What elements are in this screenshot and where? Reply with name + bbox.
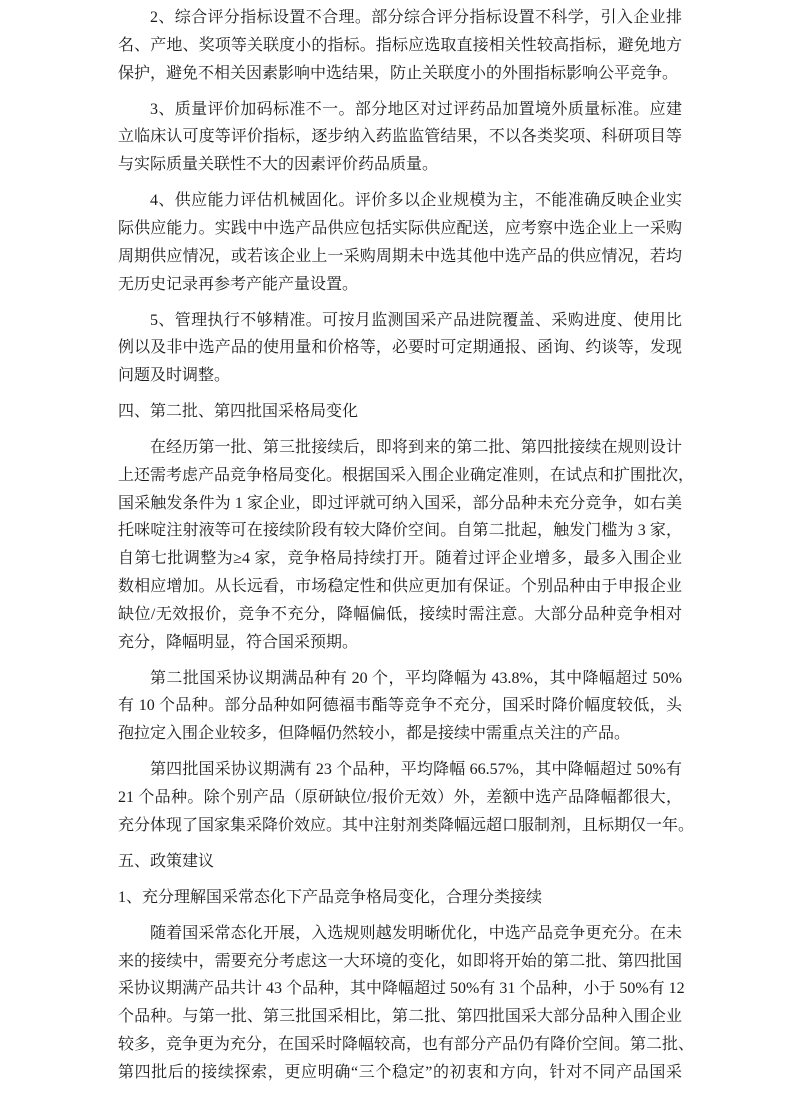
text-line: 立临床认可度等评价指标，逐步纳入药监监管结果，不以各类奖项、科研项目等	[118, 128, 682, 146]
paragraph	[118, 756, 695, 839]
text-line: 上还需考虑产品竞争格局变化。根据国采入围企业确定准则，在试点和扩围批次，	[118, 466, 695, 484]
text-line: 有 10 个品种。部分品种如阿德福韦酯等竞争不充分，国采时降价幅度较低，头	[118, 697, 682, 715]
text-line: 第四批后的接续探索，更应明确“三个稳定”的初衷和方向，针对不同产品国采	[118, 1063, 682, 1081]
text-line: 在经历第一批、第三批接续后，即将到来的第二批、第四批接续在规则设计	[150, 439, 682, 457]
text-line: 1、充分理解国采常态化下产品竞争格局变化，合理分类接续	[118, 888, 543, 906]
text-line: 周期供应情况，或若该企业上一采购周期未中选其他中选产品的供应情况，若均	[118, 247, 682, 265]
text-line: 四、第二批、第四批国采格局变化	[118, 403, 359, 421]
text-line: 与实际质量关联性不大的因素评价药品质量。	[118, 156, 439, 174]
text-line: 充分体现了国家集采降价效应。其中注射剂类降幅远超口服制剂，且标期仅一年。	[118, 816, 695, 834]
paragraph	[118, 187, 682, 298]
paragraph	[118, 96, 682, 179]
text-line: 来的接续中，需要充分考虑这一大环境的变化，如即将开始的第二批、第四批国	[118, 952, 682, 970]
text-line: 自第七批调整为≥4 家，竞争格局持续打开。随着过评企业增多，最多入围企业	[118, 550, 682, 568]
text-line: 无历史记录再参考产能产量设置。	[118, 275, 359, 293]
text-line: 较多，竞争更为充分，在国采时降幅较高，也有部分产品仍有降价空间。第二批、	[118, 1035, 695, 1053]
text-line: 名、产地、奖项等关联度小的指标。指标应选取直接相关性较高指标，避免地方	[118, 36, 682, 54]
text-line: 数相应增加。从长远看，市场稳定性和供应更加有保证。个别品种由于申报企业	[118, 578, 682, 596]
text-line: 随着国采常态化开展，入选规则越发明晰优化，中选产品竞争更充分。在未	[150, 924, 682, 942]
text-line: 第四批国采协议期满有 23 个品种，平均降幅 66.57%，其中降幅超过 50%有	[150, 761, 682, 779]
text-line: 例以及非中选产品的使用量和价格等，必要时可定期通报、函询、约谈等，发现	[118, 339, 682, 357]
text-line: 5、管理执行不够精准。可按月监测国采产品进院覆盖、采购进度、使用比	[150, 311, 682, 329]
text-line: 孢拉定入围企业较多，但降幅仍然较小，都是接续中需重点关注的产品。	[118, 725, 631, 743]
text-line: 问题及时调整。	[118, 367, 231, 385]
paragraph	[118, 307, 682, 390]
text-line: 4、供应能力评估机械固化。评价多以企业规模为主，不能准确反映企业实	[150, 192, 682, 210]
section-heading	[118, 884, 682, 912]
document-body	[118, 4, 695, 1095]
text-line: 保护，避免不相关因素影响中选结果，防止关联度小的外围指标影响公平竞争。	[118, 64, 679, 82]
text-line: 第二批国采协议期满品种有 20 个，平均降幅为 43.8%，其中降幅超过 50%	[150, 669, 682, 687]
text-line: 托咪啶注射液等可在接续阶段有较大降价空间。自第二批起，触发门槛为 3 家，	[118, 522, 682, 540]
text-line: 采协议期满产品共计 43 个品种，其中降幅超过 50%有 31 个品种，小于 50%有 12	[118, 980, 685, 998]
section-heading	[118, 398, 682, 426]
text-line: 2、综合评分指标设置不合理。部分综合评分指标设置不科学，引入企业排	[150, 9, 682, 26]
text-line: 际供应能力。实践中中选产品供应包括实际供应配送，应考察中选企业上一采购	[118, 219, 682, 237]
text-line: 缺位/无效报价，竞争不充分，降幅偏低，接续时需注意。大部分品种竞争相对	[118, 605, 682, 623]
paragraph	[118, 920, 695, 1087]
text-line: 个品种。与第一批、第三批国采相比，第二批、第四批国采大部分品种入围企业	[118, 1008, 682, 1026]
paragraph	[118, 434, 695, 656]
text-line: 五、政策建议	[118, 852, 215, 870]
text-line: 21 个品种。除个别产品（原研缺位/报价无效）外，差额中选产品降幅都很大，	[118, 789, 682, 807]
text-line: 国采触发条件为 1 家企业，即过评就可纳入国采，部分品种未充分竞争，如右美	[118, 494, 682, 512]
section-heading	[118, 848, 682, 876]
text-line: 充分，降幅明显，符合国采预期。	[118, 633, 359, 651]
paragraph	[118, 4, 682, 87]
paragraph	[118, 665, 682, 748]
text-line: 3、质量评价加码标准不一。部分地区对过评药品加置境外质量标准。应建	[150, 100, 682, 118]
